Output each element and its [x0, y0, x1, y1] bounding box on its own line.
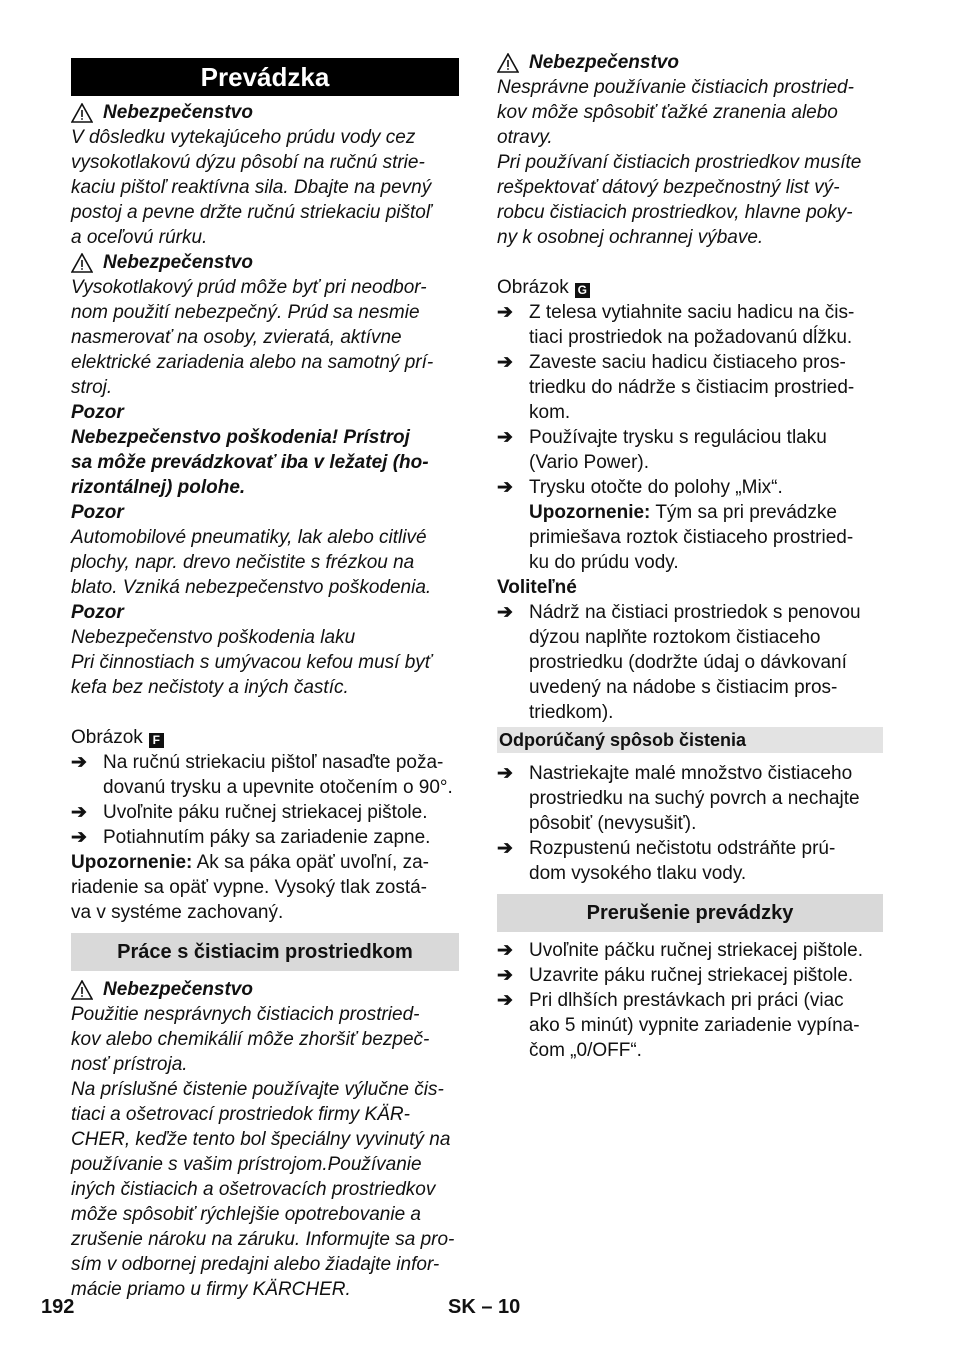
list-item-text: Na ručnú striekaciu pištoľ nasaďte poža- dovanú trysku a upevnite otočením o 90°.: [103, 752, 453, 798]
figure-reference: [497, 250, 883, 300]
figure-letter-badge: G: [575, 283, 590, 298]
danger-text: Nesprávne používanie čistiacich prostried- kov môže spôsobiť ťažké zranenia alebo otravy. Pri používaní čistiacich prostriedkov musíte rešpektovať dátový bezpečnostný list vý- robcu čistiacich prostriedkov, hlavne poky- ny k osobnej ochrannej výbave.: [497, 77, 862, 248]
section-heading: Prerušenie prevádzky: [497, 894, 883, 932]
list-item: [497, 300, 883, 350]
list-item: [497, 475, 883, 500]
note: [71, 850, 459, 925]
caution-text: Automobilové pneumatiky, lak alebo citlivé plochy, napr. drevo nečistite s frézkou na blato. Vzniká nebezpečenstvo poškodenia.: [71, 527, 432, 598]
danger-heading: [71, 977, 459, 1002]
list-item: [497, 988, 883, 1063]
note-text: Tým sa pri prevádzke primiešava roztok čistiaceho prostried- ku do prúdu vody.: [529, 502, 854, 573]
warning-triangle-icon: [497, 53, 519, 73]
arrow-icon: ➔: [497, 352, 513, 373]
danger-text: Vysokotlakový prúd môže byť pri neodbor- nom použití nebezpečný. Prúd sa nesmie nasmerovať na osoby, zvieratá, aktívne elektrické zariadenia alebo na samotný prí- stroj.: [71, 277, 434, 398]
list-item: [497, 350, 883, 425]
danger-text: Použitie nesprávnych čistiacich prostried- kov alebo chemikálií môže zhoršiť bezpeč- nosť prístroja. Na príslušné čistenie používajte výlučne čis- tiaci a ošetrovací prostriedok firmy KÄR- CHER, keďže tento bol špeciálny vyvinutý na používanie s vašim prístrojom.Používanie iných čistiacich a ošetrovacích prostriedkov môže spôsobiť rýchlejšie opotrebovanie a zrušenie nároku na záruku. Informujte sa pro- sím v odbornej predajni alebo žiadajte infor- mácie priamo u firmy KÄRCHER.: [71, 1004, 455, 1300]
caution-label: Pozor: [71, 402, 124, 423]
list-item: [71, 750, 459, 800]
list-item: [71, 825, 459, 850]
list-item-text: Rozpustenú nečistotu odstráňte prú- dom vysokého tlaku vody.: [529, 838, 836, 884]
subsection-heading: Odporúčaný spôsob čistenia: [497, 727, 883, 753]
arrow-icon: ➔: [71, 752, 87, 773]
list-item-text: Uzavrite páku ručnej striekacej pištole.: [529, 965, 854, 986]
danger-label: Nebezpečenstvo: [103, 252, 253, 273]
figure-label: Obrázok: [497, 277, 569, 298]
figure-label: Obrázok: [71, 727, 143, 748]
list-item: [497, 600, 883, 725]
list-item-text: Zaveste saciu hadicu čistiaceho pros- triedku do nádrže s čistiacim prostried- kom.: [529, 352, 855, 423]
danger-heading: [497, 50, 883, 75]
caution-label: Pozor: [71, 502, 124, 523]
note-text: Ak sa páka opäť uvoľní, za- riadenie sa opäť vypne. Vysoký tlak zostá- va v systéme zachovaný.: [71, 852, 429, 923]
page-code: SK – 10: [448, 1296, 521, 1318]
list-item-text: Nastriekajte malé množstvo čistiaceho prostriedku na suchý povrch a nechajte pôsobiť (nevysušiť).: [529, 763, 860, 834]
arrow-icon: ➔: [497, 477, 513, 498]
list-item-text: Trysku otočte do polohy „Mix“.: [529, 477, 783, 498]
note-label: Upozornenie:: [71, 852, 193, 873]
arrow-icon: ➔: [71, 827, 87, 848]
section-heading: Práce s čistiacim prostriedkom: [71, 933, 459, 971]
page-number: 192: [41, 1296, 75, 1318]
arrow-icon: ➔: [497, 302, 513, 323]
list-item: [497, 425, 883, 475]
list-item: [497, 963, 883, 988]
list-item-text: Používajte trysku s reguláciou tlaku (Vario Power).: [529, 427, 827, 473]
danger-text: V dôsledku vytekajúceho prúdu vody cez vysokotlakovú dýzu pôsobí na ručnú strie- kaciu pištoľ reaktívna sila. Dbajte na pevný postoj a pevne držte ručnú striekaciu pištoľ a oceľovú rúrku.: [71, 127, 432, 248]
list-item-text: Nádrž na čistiaci prostriedok s penovou dýzou naplňte roztokom čistiaceho prostriedku (dodržte údaj o dávkovaní uvedený na nádobe s čistiacim pros- triedkom).: [529, 602, 861, 723]
list-item-text: Uvoľnite páčku ručnej striekacej pištole.: [529, 940, 863, 961]
danger-heading: [71, 100, 459, 125]
note-label: Upozornenie:: [529, 502, 651, 523]
danger-heading: [71, 250, 459, 275]
warning-triangle-icon: [71, 103, 93, 123]
list-item: [497, 836, 883, 886]
note: [497, 500, 883, 575]
left-column: [71, 58, 459, 1302]
page-title: Prevádzka: [71, 58, 459, 96]
danger-label: Nebezpečenstvo: [529, 52, 679, 73]
arrow-icon: ➔: [497, 965, 513, 986]
optional-heading: Voliteľné: [497, 577, 577, 598]
list-item-text: Uvoľnite páku ručnej striekacej pištole.: [103, 802, 428, 823]
list-item: [497, 938, 883, 963]
figure-letter-badge: F: [149, 733, 164, 748]
caution-label: Pozor: [71, 602, 124, 623]
list-item: [71, 800, 459, 825]
list-item-text: Pri dlhších prestávkach pri práci (viac ako 5 minút) vypnite zariadenie vypína- čom „0/OFF“.: [529, 990, 860, 1061]
arrow-icon: ➔: [71, 802, 87, 823]
arrow-icon: ➔: [497, 763, 513, 784]
list-item-text: Potiahnutím páky sa zariadenie zapne.: [103, 827, 431, 848]
list-item-text: Z telesa vytiahnite saciu hadicu na čis- tiaci prostriedok na požadovanú dĺžku.: [529, 302, 855, 348]
list-item: [497, 761, 883, 836]
warning-triangle-icon: [71, 253, 93, 273]
arrow-icon: ➔: [497, 427, 513, 448]
figure-reference: [71, 700, 459, 750]
danger-label: Nebezpečenstvo: [103, 979, 253, 1000]
arrow-icon: ➔: [497, 990, 513, 1011]
warning-triangle-icon: [71, 980, 93, 1000]
right-column: [497, 50, 883, 1063]
arrow-icon: ➔: [497, 940, 513, 961]
arrow-icon: ➔: [497, 602, 513, 623]
caution-text: Nebezpečenstvo poškodenia laku Pri činnostiach s umývacou kefou musí byť kefa bez nečistoty a iných častíc.: [71, 627, 432, 698]
arrow-icon: ➔: [497, 838, 513, 859]
caution-text: Nebezpečenstvo poškodenia! Prístroj sa môže prevádzkovať iba v ležatej (ho- rizontálnej) polohe.: [71, 427, 429, 498]
danger-label: Nebezpečenstvo: [103, 102, 253, 123]
